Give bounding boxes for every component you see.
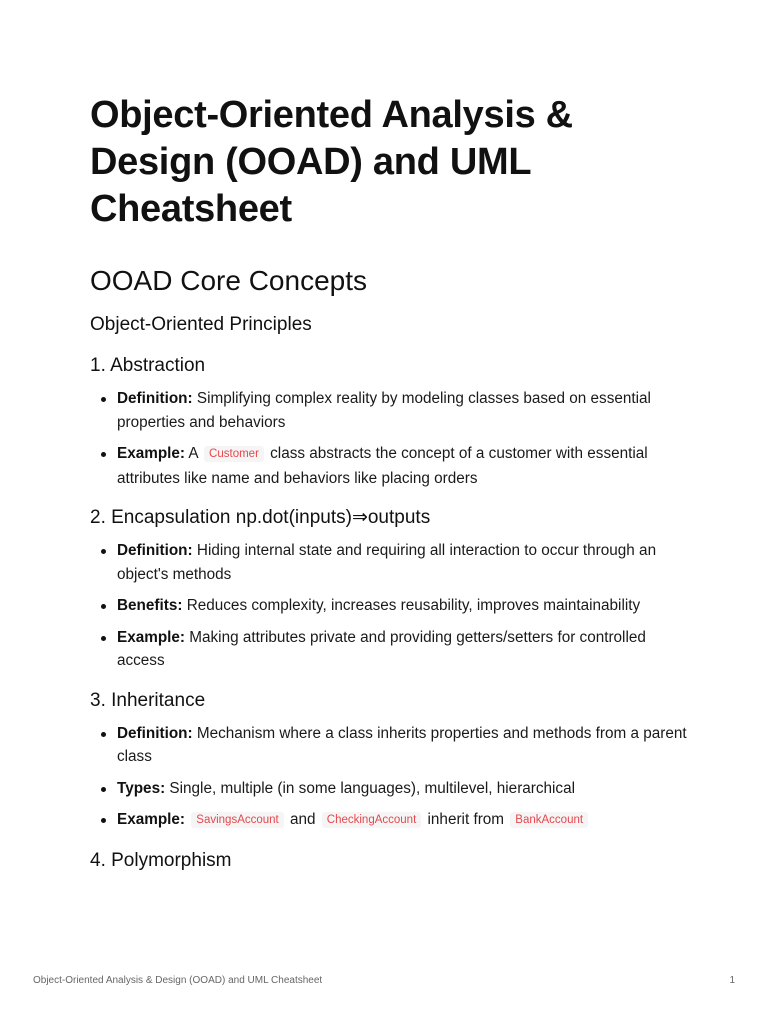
- list-item: [90, 626, 690, 673]
- footer-title: Object-Oriented Analysis & Design (OOAD) and UML Cheatsheet: [33, 975, 323, 986]
- item-text: inherit from: [423, 811, 509, 828]
- item-separator: :: [160, 779, 166, 797]
- item-text: class abstracts the concept of a customer with essential attributes like name and behaviors like placing orders: [117, 445, 648, 487]
- item-label: Definition: [117, 542, 188, 559]
- topic-list-encapsulation: [90, 539, 690, 673]
- document-title: Object-Oriented Analysis & Design (OOAD) and UML Cheatsheet: [90, 94, 573, 230]
- document-page: [90, 92, 690, 874]
- list-item: [90, 722, 690, 769]
- page-footer: [33, 975, 735, 986]
- item-text: Mechanism where a class inherits properties and methods from a parent class: [117, 724, 687, 765]
- topic-heading-abstraction: 1. Abstraction: [90, 355, 206, 376]
- inline-code: CheckingAccount: [322, 812, 422, 828]
- item-label: Types: [117, 779, 161, 797]
- subsection-title: Object-Oriented Principles: [90, 314, 312, 335]
- item-separator: :: [187, 390, 193, 407]
- list-item: [90, 442, 690, 490]
- item-text: A: [185, 445, 203, 462]
- item-label: Example: [117, 628, 180, 646]
- item-label: Example: [117, 811, 180, 828]
- item-text: Making attributes private and providing getters/setters for controlled access: [117, 628, 646, 669]
- item-separator: :: [179, 445, 186, 462]
- list-item: [90, 387, 690, 434]
- item-text: Single, multiple (in some languages), multilevel, hierarchical: [165, 779, 575, 797]
- inline-code: BankAccount: [510, 812, 588, 828]
- list-item: [90, 777, 690, 801]
- topic-list-abstraction: [90, 387, 690, 490]
- section-title: OOAD Core Concepts: [90, 265, 367, 296]
- item-label: Benefits: [117, 597, 178, 614]
- topic-heading-encapsulation: 2. Encapsulation np.dot(inputs)⇒outputs: [90, 507, 431, 528]
- item-text: Simplifying complex reality by modeling classes based on essential properties and behaviors: [117, 390, 651, 431]
- item-separator: :: [179, 811, 186, 828]
- item-separator: :: [179, 628, 186, 646]
- item-separator: :: [187, 724, 193, 742]
- list-item: [90, 539, 690, 586]
- inline-code: Customer: [204, 446, 264, 462]
- inline-code: SavingsAccount: [191, 812, 283, 828]
- topic-list-inheritance: [90, 722, 690, 833]
- topic-heading-inheritance: 3. Inheritance: [90, 689, 206, 711]
- list-item: [90, 594, 690, 618]
- page-number: 1: [729, 975, 735, 986]
- list-item: [90, 808, 690, 833]
- item-label: Example: [117, 445, 180, 462]
- item-separator: :: [177, 597, 183, 614]
- topic-heading-polymorphism: 4. Polymorphism: [90, 849, 232, 871]
- item-text: Reduces complexity, increases reusability, improves maintainability: [182, 597, 641, 614]
- item-separator: :: [187, 542, 193, 559]
- item-label: Definition: [117, 724, 188, 742]
- item-text: and: [285, 811, 320, 828]
- item-text: Hiding internal state and requiring all interaction to occur through an object's methods: [117, 542, 657, 583]
- item-label: Definition: [117, 390, 188, 407]
